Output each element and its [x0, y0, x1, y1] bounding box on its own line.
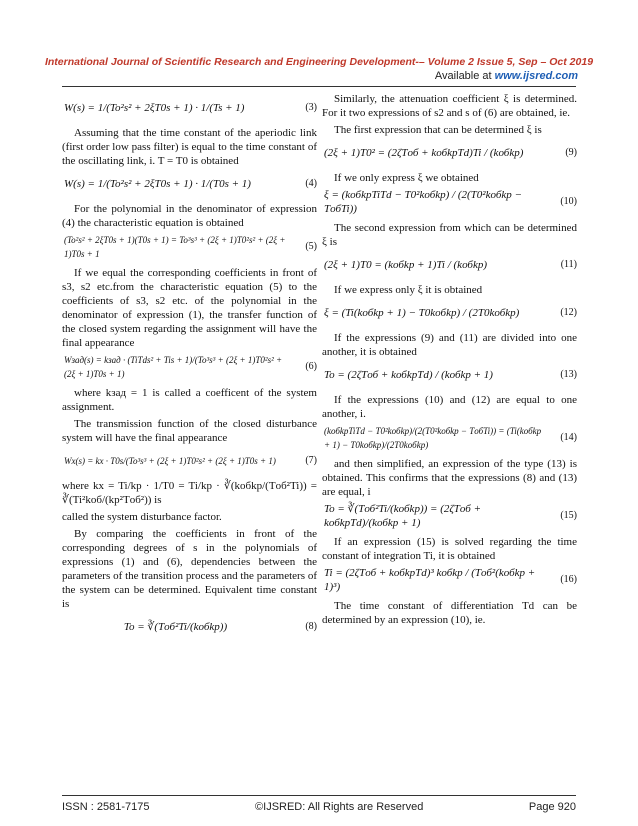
equation-9-body: (2ξ + 1)T0² = (2ζTоб + kобkpTd)Ti / (kобkp) — [324, 147, 524, 159]
equation-3 — [62, 95, 317, 121]
equation-15 — [322, 502, 577, 530]
equation-7-number: (7) — [305, 455, 317, 466]
page-footer — [62, 801, 576, 813]
paragraph: If we equal the corresponding coefficients in front of s3, s2 etc.from the characteristic equation (5) to the coefficients of s3, s2 etc. of the polynomial in the denominator of expression (1), the transfer function of the closed system regarding the assignment will have the final appearance — [62, 267, 317, 349]
equation-4-body: W(s) = 1/(To²s² + 2ξT0s + 1) · 1/(T0s + 1) — [64, 178, 251, 190]
availability-line — [435, 70, 578, 82]
equation-9-number: (9) — [565, 147, 577, 158]
header-rule — [62, 86, 576, 87]
paragraph: The first expression that can be determined ξ is — [334, 124, 542, 136]
left-column — [62, 92, 317, 645]
equation-13 — [322, 362, 577, 388]
equation-16-number: (16) — [560, 574, 577, 585]
journal-header: International Journal of Scientific Research and Engineering Development-– Volume 2 Issue 5, Sep – Oct 2019 — [44, 56, 594, 68]
equation-5-number: (5) — [305, 241, 317, 252]
paragraph: If an expression (15) is solved regarding the time constant of integration Ti, it is obtained — [322, 536, 577, 562]
equation-16 — [322, 566, 577, 594]
equation-15-number: (15) — [560, 510, 577, 521]
paragraph: Similarly, the attenuation coefficient ξ is determined. For it two expressions of s2 and s of (6) are obtained, ie. — [322, 93, 577, 119]
paragraph: For the polynomial in the denominator of expression (4) the characteristic equation is obtained — [62, 203, 317, 229]
equation-14 — [322, 424, 577, 452]
paragraph: By comparing the coefficients in front of the corresponding degrees of s in the polynomials of expressions (1) and (6), dependencies between the parameters of the transition process and the parameters of the system can be determined. Equivalent time constant is — [62, 528, 317, 610]
equation-13-number: (13) — [560, 369, 577, 380]
equation-6-number: (6) — [305, 361, 317, 372]
paragraph: Assuming that the time constant of the aperiodic link (first order low pass filter) is equal to the time constant of the oscillating link, i. T = T0 is obtained — [62, 127, 317, 167]
equation-8-number: (8) — [305, 621, 317, 632]
equation-7 — [62, 448, 317, 474]
equation-5-body: (To²s² + 2ξT0s + 1)(T0s + 1) = To³s³ + (2ξ + 1)T0²s² + (2ξ + 1)T0s + 1 — [64, 235, 286, 259]
footer-rule — [62, 795, 576, 796]
paragraph: If the expressions (10) and (12) are equal to one another, i. — [322, 394, 577, 420]
equation-13-body: To = (2ζTоб + kобkpTd) / (kобkp + 1) — [324, 369, 493, 381]
equation-16-body: Ti = (2ζTоб + kобkpTd)³ kобkp / (Tоб²(kобkp + 1)³) — [324, 567, 536, 593]
equation-11-number: (11) — [560, 259, 577, 270]
equation-10 — [322, 188, 577, 216]
equation-14-body: (kобkpTiTd − T0²kобkp)/(2(T0²kобkp − TобTi)) = (Ti(kобkp + 1) − T0kобkp)/(2T0kобkp) — [324, 426, 542, 450]
paragraph: If we only express ξ we obtained — [334, 172, 479, 184]
equation-4 — [62, 171, 317, 197]
paragraph: and then simplified, an expression of the type (13) is obtained. This confirms that the expressions (8) and (13) are equal, i — [322, 458, 577, 498]
equation-10-body: ξ = (kобkpTiTd − T0²kобkp) / (2(T0²kобkp − TобTi)) — [324, 189, 522, 215]
equation-3-number: (3) — [305, 102, 317, 113]
equation-12-body: ξ = (Ti(kобkp + 1) − T0kобkp) / (2T0kобkp) — [324, 307, 520, 319]
equation-14-number: (14) — [560, 432, 577, 443]
paragraph: called the system disturbance factor. — [62, 511, 222, 523]
equation-4-number: (4) — [305, 178, 317, 189]
equation-6-body: Wзад(s) = kзад · (TiTds² + Tis + 1)/(To³s³ + (2ξ + 1)T0²s² + (2ξ + 1)T0s + 1) — [64, 355, 283, 379]
equation-6 — [62, 353, 317, 381]
equation-11 — [322, 252, 577, 278]
equation-12 — [322, 300, 577, 326]
paragraph: where kзад = 1 is called a coefficent of the system assignment. — [62, 387, 317, 413]
equation-15-body: To = ∛(Tоб²Ti/(kобkp)) = (2ζTоб + kобkpTd)/(kобkp + 1) — [324, 503, 481, 529]
paragraph-where: where kx = Ti/kp · 1/T0 = Ti/kp · ∛(kобkp/(Tоб²Ti)) = ∛(Ti²kоб/(kp²Tоб²)) is — [62, 480, 317, 506]
availability-prefix: Available at — [434, 70, 495, 82]
right-column — [322, 92, 577, 630]
paragraph: If we express only ξ it is obtained — [334, 284, 483, 296]
equation-8-body: To = ∛(Tоб²Ti/(kобkp)) — [123, 621, 228, 633]
footer-copyright: ©IJSRED: All Rights are Reserved — [255, 801, 424, 813]
equation-11-body: (2ξ + 1)T0 = (kобkp + 1)Ti / (kобkp) — [324, 259, 488, 271]
paragraph: The transmission function of the closed disturbance system will have the final appearance — [62, 418, 317, 444]
equation-8 — [62, 614, 317, 640]
paragraph: If the expressions (9) and (11) are divided into one another, it is obtained — [322, 332, 577, 358]
equation-7-body: Wx(s) = kx · T0s/(To³s³ + (2ξ + 1)T0²s² + (2ξ + 1)T0s + 1) — [64, 456, 276, 466]
equation-3-body: W(s) = 1/(To²s² + 2ξT0s + 1) · 1/(Ts + 1) — [64, 102, 245, 114]
equation-10-number: (10) — [560, 196, 577, 207]
paragraph: The second expression from which can be determined ξ is — [322, 222, 577, 248]
footer-issn: ISSN : 2581-7175 — [62, 801, 150, 813]
equation-12-number: (12) — [560, 307, 577, 318]
paragraph: The time constant of differentiation Td can be determined by an expression (10), ie. — [322, 600, 577, 626]
equation-5 — [62, 233, 317, 261]
journal-link[interactable]: www.ijsred.com — [494, 70, 578, 82]
footer-page-number: Page 920 — [528, 801, 576, 813]
equation-9 — [322, 140, 577, 166]
